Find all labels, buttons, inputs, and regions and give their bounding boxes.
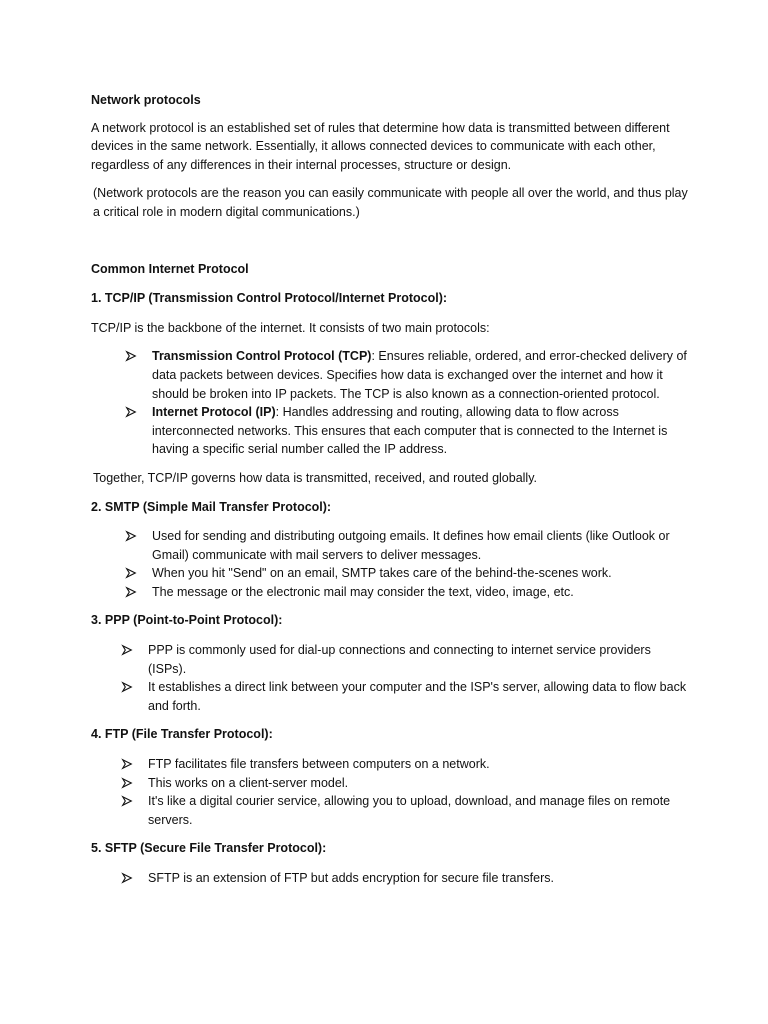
sftp-heading: 5. SFTP (Secure File Transfer Protocol):	[91, 841, 327, 856]
ppp-item-text: It establishes a direct link between your computer and the ISP's server, allowing data to flow back and forth.	[148, 680, 687, 713]
arrowhead-bullet-icon	[121, 755, 135, 773]
tcpip-lead: TCP/IP is the backbone of the internet. It consists of two main protocols:	[91, 320, 490, 335]
ftp-heading: 4. FTP (File Transfer Protocol):	[91, 727, 273, 742]
smtp-heading: 2. SMTP (Simple Mail Transfer Protocol):	[91, 499, 332, 514]
intro-paragraph: A network protocol is an established set of rules that determine how data is transmitted between different devices in the same network. Essentially, it allows connected devices to communicate with each other, regardless of any differences in their internal processes, structure or design.	[91, 120, 670, 172]
common-protocols-heading: Common Internet Protocol	[91, 261, 249, 276]
ppp-heading: 3. PPP (Point-to-Point Protocol):	[91, 613, 283, 628]
sftp-list	[91, 869, 691, 888]
list-item	[121, 792, 691, 829]
arrowhead-bullet-icon	[125, 527, 139, 545]
smtp-item-text: The message or the electronic mail may consider the text, video, image, etc.	[152, 584, 574, 599]
list-item	[125, 347, 691, 403]
document-page	[91, 91, 691, 898]
tcp-description: : Ensures reliable, ordered, and error-checked delivery of data packets between devices. Specifies how data is exchanged over the internet and how it should be broken into IP packets. The TCP is also known as a connection-oriented protocol.	[152, 349, 687, 401]
ftp-item-text: It's like a digital courier service, allowing you to upload, download, and manage files on remote servers.	[148, 794, 671, 827]
tcpip-summary: Together, TCP/IP governs how data is transmitted, received, and routed globally.	[93, 470, 538, 485]
arrowhead-bullet-icon	[125, 403, 139, 421]
list-item	[125, 564, 691, 583]
tcp-term: Transmission Control Protocol (TCP)	[152, 349, 372, 364]
arrowhead-bullet-icon	[125, 564, 139, 582]
list-item	[121, 678, 691, 715]
list-item	[121, 755, 691, 774]
smtp-item-text: Used for sending and distributing outgoing emails. It defines how email clients (like Outlook or Gmail) communicate with mail servers to deliver messages.	[152, 529, 670, 562]
smtp-item-text: When you hit "Send" on an email, SMTP takes care of the behind-the-scenes work.	[152, 566, 612, 581]
arrowhead-bullet-icon	[121, 869, 135, 887]
note-paragraph: (Network protocols are the reason you can easily communicate with people all over the world, and thus play a critical role in modern digital communications.)	[93, 186, 688, 219]
smtp-list	[91, 527, 691, 601]
ftp-list	[91, 755, 691, 829]
arrowhead-bullet-icon	[121, 641, 135, 659]
ppp-item-text: PPP is commonly used for dial-up connections and connecting to internet service providers (ISPs).	[148, 643, 651, 676]
arrowhead-bullet-icon	[121, 792, 135, 810]
list-item	[121, 641, 691, 678]
sftp-item-text: SFTP is an extension of FTP but adds encryption for secure file transfers.	[148, 871, 554, 885]
list-item	[125, 583, 691, 602]
list-item	[125, 403, 691, 459]
list-item	[121, 869, 691, 888]
document-title: Network protocols	[91, 93, 201, 107]
arrowhead-bullet-icon	[125, 583, 139, 601]
arrowhead-bullet-icon	[121, 774, 135, 792]
ip-description: : Handles addressing and routing, allowing data to flow across interconnected networks. This ensures that each computer that is connected to the Internet is having a specific serial number called the IP address.	[152, 405, 668, 457]
tcpip-list	[91, 347, 691, 459]
ftp-item-text: This works on a client-server model.	[148, 775, 349, 790]
ftp-item-text: FTP facilitates file transfers between computers on a network.	[148, 757, 490, 772]
arrowhead-bullet-icon	[121, 678, 135, 696]
ppp-list	[91, 641, 691, 715]
ip-term: Internet Protocol (IP)	[152, 405, 276, 420]
tcpip-heading: 1. TCP/IP (Transmission Control Protocol/Internet Protocol):	[91, 291, 448, 306]
arrowhead-bullet-icon	[125, 347, 139, 365]
list-item	[121, 774, 691, 793]
list-item	[125, 527, 691, 564]
